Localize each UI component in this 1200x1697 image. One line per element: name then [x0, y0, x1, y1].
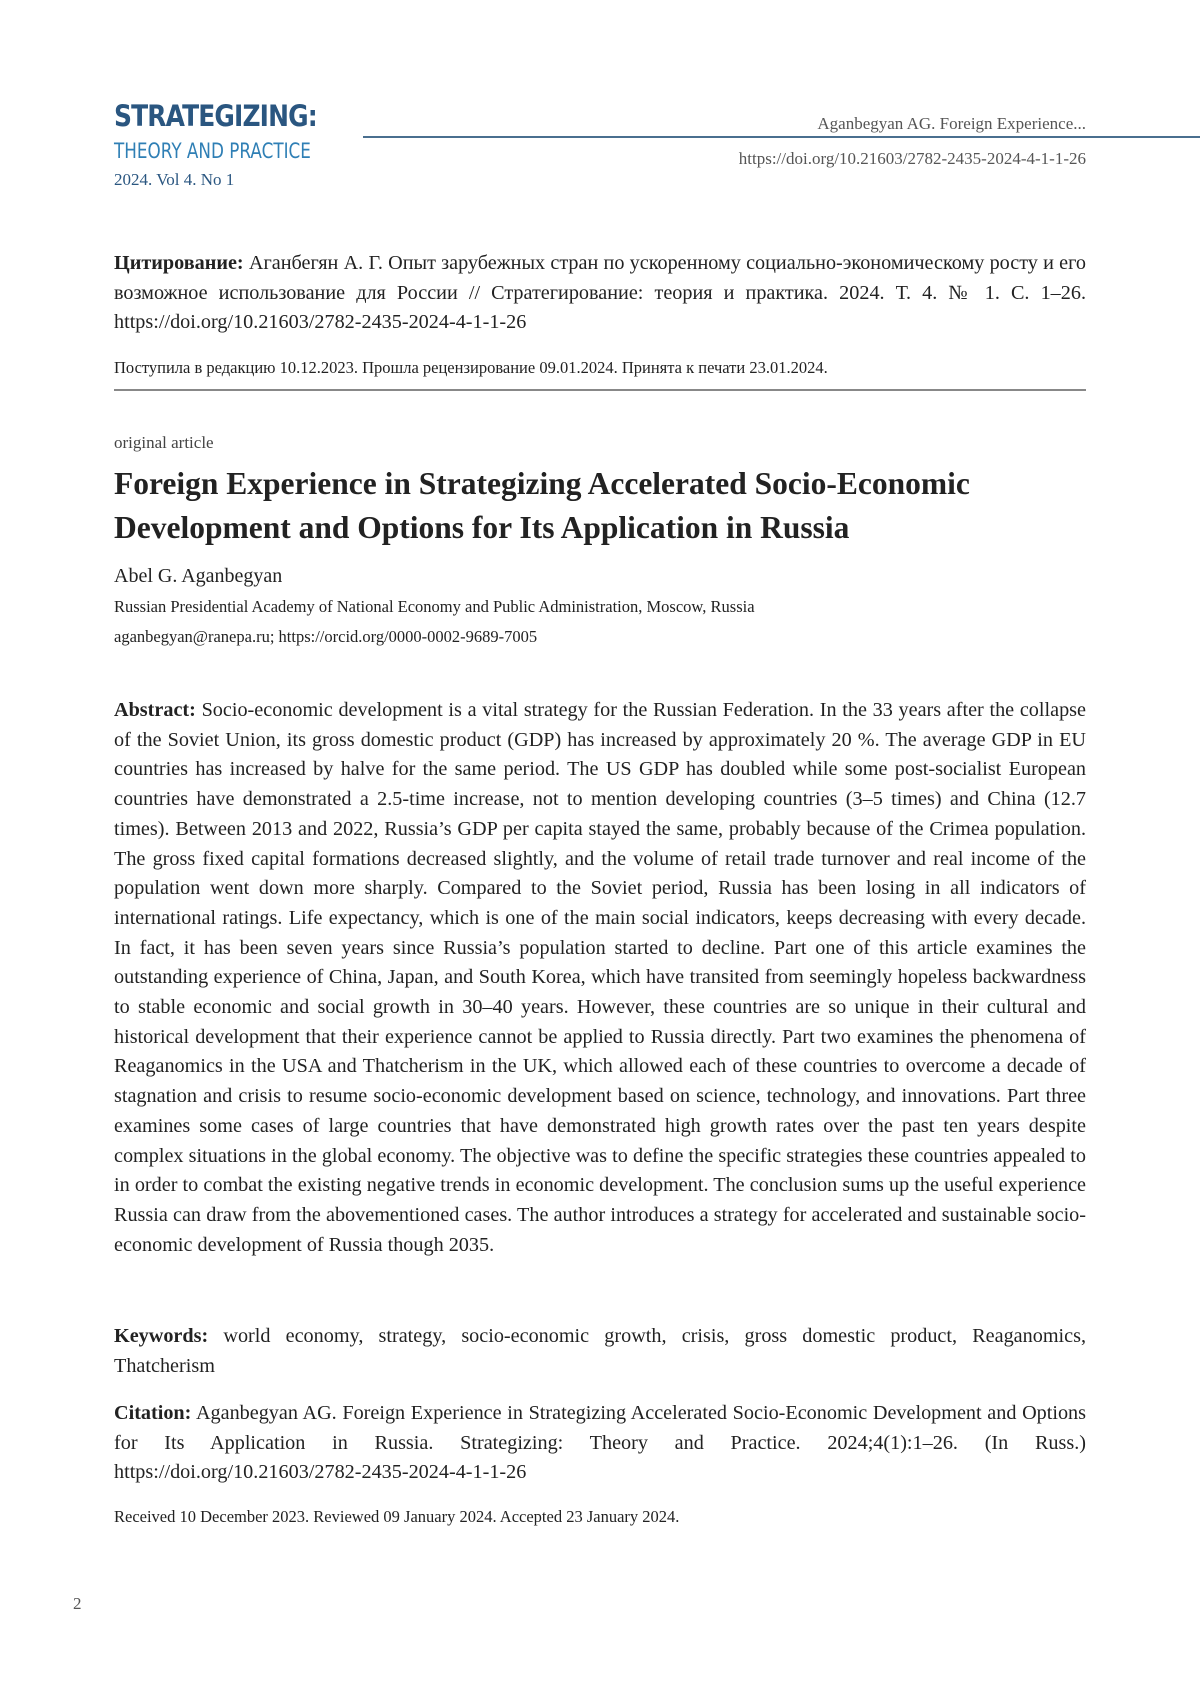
page-number: 2	[73, 1594, 82, 1613]
keywords-text: world economy, strategy, socio-economic growth, crisis, gross domestic product, Reaganomics, Thatcherism	[114, 1325, 1087, 1377]
running-title: Aganbegyan AG. Foreign Experience...	[817, 114, 1086, 133]
russian-citation-text: Аганбегян А. Г. Опыт зарубежных стран по ускоренному социально-экономическому росту и его возможное использование для России // Стратегирование: теория и практика. 2024. Т. 4. № 1. С. 1–26. https://doi.org/10.21603/2782-2435-2024-4-1-1-26	[114, 252, 1087, 333]
abstract	[114, 696, 1086, 1260]
header-doi-link[interactable]: https://doi.org/10.21603/2782-2435-2024-4-1-1-26	[738, 149, 1086, 168]
article-title: Foreign Experience in Strategizing Accelerated Socio-Economic Development and Options for Its Application in Russia	[114, 466, 970, 545]
russian-citation-label: Цитирование:	[114, 252, 244, 274]
abstract-text: Socio-economic development is a vital strategy for the Russian Federation. In the 33 years after the collapse of the Soviet Union, its gross domestic product (GDP) has increased by approximately 20 %. The average GDP in EU countries has increased by halve for the same period. The US GDP has doubled while some post-socialist European countries have demonstrated a 2.5-time increase, not to mention developing countries (3–5 times) and China (12.7 times). Between 2013 and 2022, Russia’s GDP per capita stayed the same, probably because of the Crimea population. The gross fixed capital formations decreased slightly, and the volume of retail trade turnover and real income of the population went down more sharply. Compared to the Soviet period, Russia has been losing in all indicators of international ratings. Life expectancy, which is one of the main social indicators, keeps decreasing with every decade. In fact, it has been seven years since Russia’s population started to decline. Part one of this article examines the outstanding experience of China, Japan, and South Korea, which have transited from seemingly hopeless backwardness to stable economic and social growth in 30–40 years. However, these countries are so unique in their cultural and historical development that their experience cannot be applied to Russia directly. Part two examines the phenomena of Reaganomics in the USA and Thatcherism in the UK, which allowed each of these countries to overcome a decade of stagnation and crisis to resume socio-economic development based on science, technology, and innovations. Part three examines some cases of large countries that have demonstrated high growth rates over the past ten years despite complex situations in the global economy. The objective was to define the specific strategies these countries appealed to in order to combat the existing negative trends in economic development. The conclusion sums up the useful experience Russia can draw from the abovementioned cases. The author introduces a strategy for accelerated and sustainable socio-economic development of Russia though 2035.	[114, 699, 1086, 1256]
english-citation-label: Citation:	[114, 1402, 192, 1424]
article-type: original article	[114, 433, 214, 452]
journal-name-line2: THEORY AND PRACTICE	[114, 139, 311, 163]
author-name: Abel G. Aganbegyan	[114, 565, 283, 587]
section-divider	[114, 389, 1086, 391]
author-affiliation: Russian Presidential Academy of National Economy and Public Administration, Moscow, Russia	[114, 597, 755, 616]
header-divider	[363, 136, 1200, 138]
keywords	[114, 1322, 1086, 1381]
journal-issue: 2024. Vol 4. No 1	[114, 170, 235, 189]
journal-logo	[114, 100, 414, 190]
abstract-label: Abstract:	[114, 699, 196, 721]
english-citation	[114, 1399, 1086, 1488]
english-submission-dates: Received 10 December 2023. Reviewed 09 January 2024. Accepted 23 January 2024.	[114, 1507, 680, 1526]
keywords-label: Keywords:	[114, 1325, 209, 1347]
author-contact[interactable]: aganbegyan@ranepa.ru; https://orcid.org/0000-0002-9689-7005	[114, 627, 538, 646]
russian-citation	[114, 249, 1086, 338]
journal-name-line1: STRATEGIZING:	[114, 99, 317, 133]
russian-submission-dates: Поступила в редакцию 10.12.2023. Прошла рецензирование 09.01.2024. Принята к печати 23.01.2024.	[114, 358, 828, 377]
english-citation-text: Aganbegyan AG. Foreign Experience in Strategizing Accelerated Socio-Economic Development and Options for Its Application in Russia. Strategizing: Theory and Practice. 2024;4(1):1–26. (In Russ.) https://doi.org/10.21603/2782-2435-2024-4-1-1-26	[114, 1402, 1087, 1484]
